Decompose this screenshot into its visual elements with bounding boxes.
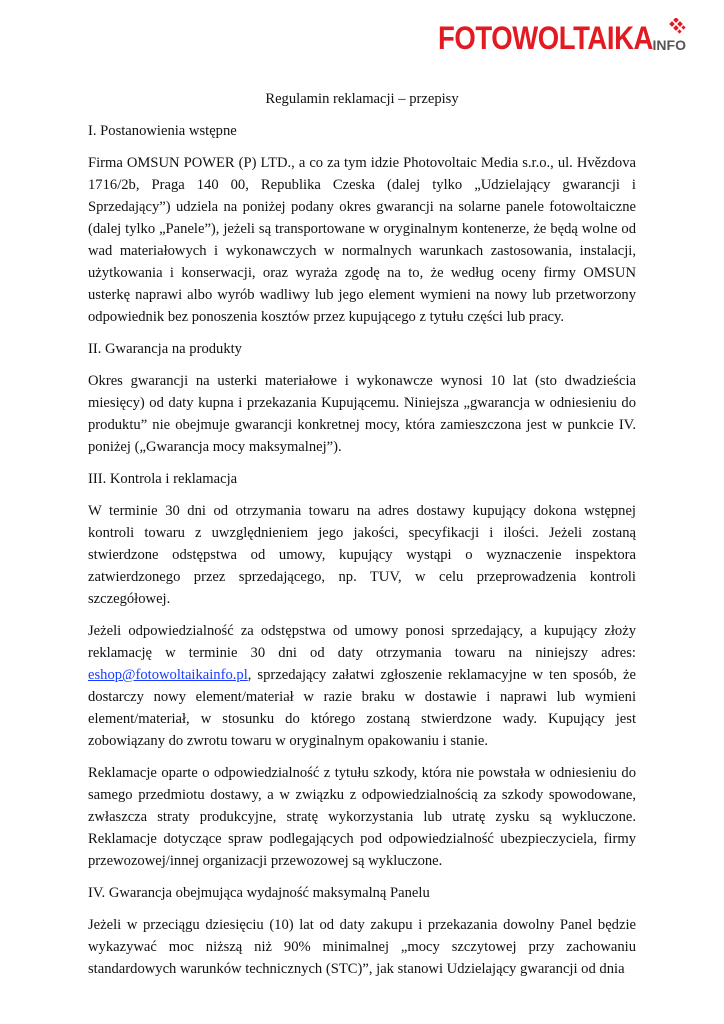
section-2-heading: II. Gwarancja na produkty [88, 341, 242, 357]
brand-logo [403, 22, 686, 54]
section-3-paragraph-2-lead: Jeżeli odpowiedzialność za odstępstwa od umowy ponosi sprzedający, a kupujący złoży reklamację w terminie 30 dni od daty otrzymania towaru na niniejszy adres: [88, 623, 636, 661]
logo-suffix-text: INFO [652, 37, 686, 53]
section-3-paragraph-3: Reklamacje oparte o odpowiedzialność z tytułu szkody, która nie powstała w odniesieniu do samego przedmiotu dostawy, a w związku z odpowiedzialnością za szkody spowodowane, zwłaszcza straty produkcyjne, stratę wykorzystania lub utratę zysku są wykluczone. Reklamacje dotyczące spraw podlegających pod odpowiedzialność ubezpieczyciela, firmy przewozowej/innej organizacji przewozowej są wykluczone. [88, 765, 636, 869]
section-3-paragraph-2-rest: , sprzedający załatwi zgłoszenie reklamacyjne w ten sposób, że dostarczy nowy element/materiał w razie braku w dostawie i naprawi lub wymieni element/materiał, w stosunku do którego zostaną stwierdzone wady. Kupujący jest zobowiązany do zwrotu towaru w oryginalnym opakowaniu i stanie. [88, 667, 636, 749]
section-1-heading: I. Postanowienia wstępne [88, 123, 237, 139]
document-body [88, 88, 636, 990]
logo-brand-text: FOTOWOLTAIKA [437, 20, 653, 56]
section-3-paragraph-1: W terminie 30 dni od otrzymania towaru na adres dostawy kupujący dokona wstępnej kontroli towaru z uwzględnieniem jego jakości, specyfikacji i ilości. Jeżeli zostaną stwierdzone odstępstwa od umowy, kupujący wystąpi o wyznaczenie inspektora zatwierdzonego przez sprzedającego, np. TUV, w celu przeprowadzenia kontroli szczegółowej. [88, 503, 636, 607]
diamond-grid-icon [666, 18, 686, 38]
section-4-paragraph-1: Jeżeli w przeciągu dziesięciu (10) lat od daty zakupu i przekazania dowolny Panel będzie wykazywać moc niższą niż 90% minimalnej „mocy szczytowej przy zachowaniu standardowych warunków technicznych (STC)”, jak stanowi Udzielający gwarancji od dnia [88, 917, 636, 977]
section-1-paragraph-1: Firma OMSUN POWER (P) LTD., a co za tym idzie Photovoltaic Media s.r.o., ul. Hvězdova 1716/2b, Praga 140 00, Republika Czeska (dalej tylko „Udzielający gwarancji i Sprzedający”) udziela na poniżej podany okres gwarancji na solarne panele fotowoltaiczne (dalej tylko „Panele”), jeżeli są transportowane w oryginalnym kontenerze, że będą wolne od wad materiałowych i wykonawczych w normalnych warunkach zastosowania, instalacji, użytkowania i konserwacji, oraz wyraża zgodę na to, że według oceny firmy OMSUN usterkę naprawi albo wyrób wadliwy lub jego element wymieni na nowy lub przetworzony odpowiednik bez ponoszenia kosztów przez kupującego z tytułu części lub pracy. [88, 155, 636, 325]
email-link[interactable]: eshop@fotowoltaikainfo.pl [88, 667, 248, 683]
section-3-heading: III. Kontrola i reklamacja [88, 471, 238, 487]
section-4-heading: IV. Gwarancja obejmująca wydajność maksymalną Panelu [88, 885, 430, 901]
section-2-paragraph-1: Okres gwarancji na usterki materiałowe i wykonawcze wynosi 10 lat (sto dwadzieścia miesięcy) od daty kupna i przekazania Kupującemu. Niniejsza „gwarancja w odniesieniu do produktu” nie obejmuje gwarancji konkretnej mocy, która zamieszczona jest w punkcie IV. poniżej („Gwarancja mocy maksymalnej”). [88, 373, 636, 455]
document-title: Regulamin reklamacji – przepisy [265, 91, 459, 107]
section-3-paragraph-2 [88, 620, 636, 752]
